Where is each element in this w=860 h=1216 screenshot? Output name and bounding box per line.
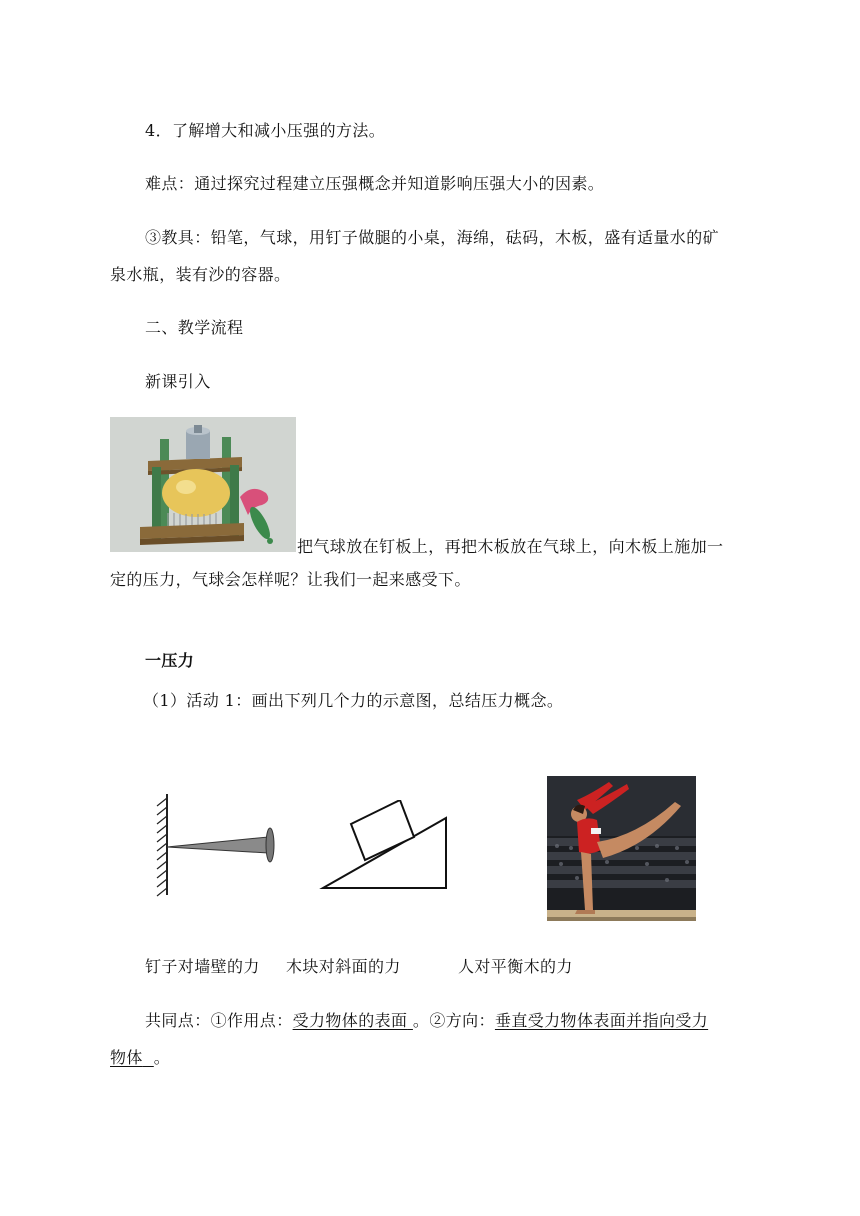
pressure-heading: 一压力 <box>145 651 195 670</box>
section-heading-teaching-process: 二、教学流程 <box>145 318 244 337</box>
direction-answer-part-1: 垂直受力物体表面并指向受力 <box>494 1011 709 1030</box>
direction-answer-part-2: 物体 <box>110 1048 143 1067</box>
common-points-lead: 共同点：①作用点： <box>145 1011 293 1030</box>
difficulty-point: 难点：通过探究过程建立压强概念并知道影响压强大小的因素。 <box>145 174 605 193</box>
objective-4: 4．了解增大和减小压强的方法。 <box>145 121 386 140</box>
caption-block-force: 木块对斜面的力 <box>286 957 401 976</box>
caption-person-force: 人对平衡木的力 <box>458 957 573 976</box>
common-points-mid: 。②方向： <box>412 1011 495 1030</box>
activity-1-instruction: （1）活动 1：画出下列几个力的示意图，总结压力概念。 <box>143 691 564 710</box>
nail-in-wall-diagram <box>150 790 280 900</box>
intro-heading: 新课引入 <box>145 372 211 391</box>
balloon-on-nail-board-photo <box>110 417 296 552</box>
intro-text-line-2: 定的压力，气球会怎样呢？让我们一起来感受下。 <box>110 570 471 589</box>
common-points-end: 。 <box>153 1048 171 1067</box>
block-on-incline-diagram <box>318 800 453 895</box>
intro-text-line-1: 把气球放在钉板上，再把木板放在气球上，向木板上施加一 <box>297 537 724 556</box>
point-of-action-answer: 受力物体的表面 <box>292 1011 408 1030</box>
common-points-line-2 <box>110 1048 170 1068</box>
teaching-aids-line-2: 泉水瓶，装有沙的容器。 <box>110 265 291 284</box>
teaching-aids-line-1: ③教具：铅笔，气球，用钉子做腿的小桌，海绵，砝码，木板，盛有适量水的矿 <box>145 228 720 247</box>
gymnast-on-balance-beam-photo <box>547 776 696 921</box>
common-points-line-1 <box>145 1011 708 1031</box>
caption-nail-force: 钉子对墙壁的力 <box>145 957 260 976</box>
